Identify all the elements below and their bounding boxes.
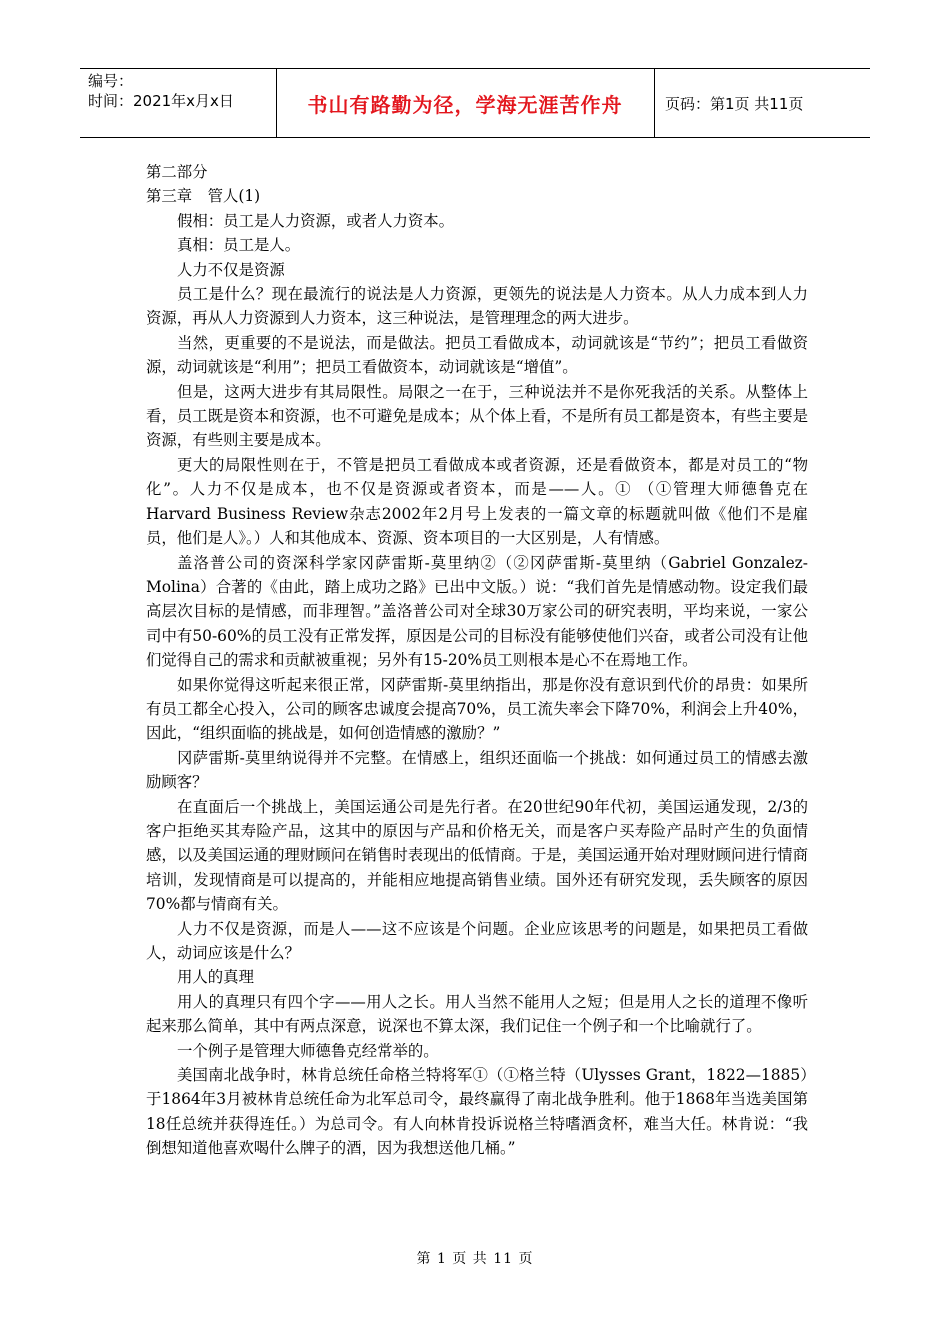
paragraph: 人力不仅是资源 bbox=[177, 260, 285, 279]
paragraph: 用人的真理 bbox=[177, 968, 254, 987]
paragraph: 当然，更重要的不是说法，而是做法。把员工看做成本，动词就该是“节约”；把员工看做资源，动词就该是“利用”；把员工看做资本，动词就该是“增值”。 bbox=[146, 333, 808, 377]
paragraph: 人力不仅是资源，而是人——这不应该是个问题。企业应该思考的问题是，如果把员工看做人，动词应该是什么？ bbox=[146, 919, 808, 962]
header-page-info: 页码：第1页 共11页 bbox=[665, 94, 804, 113]
document-date: 时间：2021年x月x日 bbox=[88, 92, 234, 110]
paragraph: 第二部分 bbox=[146, 163, 208, 181]
header-meta-cell bbox=[80, 69, 277, 137]
paragraph: 一个例子是管理大师德鲁克经常举的。 bbox=[177, 1041, 439, 1060]
paragraph: 真相：员工是人。 bbox=[177, 236, 301, 255]
paragraph: 第三章 管人(1) bbox=[146, 187, 261, 206]
paragraph: 冈萨雷斯-莫里纳说得并不完整。在情感上，组织还面临一个挑战：如何通过员工的情感去激励顾客？ bbox=[146, 748, 808, 792]
paragraph: 但是，这两大进步有其局限性。局限之一在于，三种说法并不是你死我活的关系。从整体上看，员工既是资本和资源，也不可避免是成本；从个体上看，不是所有员工都是资本，有些主要是资源，有些则主要是成本。 bbox=[146, 382, 808, 450]
paragraph: 假相：员工是人力资源，或者人力资本。 bbox=[177, 211, 455, 230]
document-number-label: 编号： bbox=[88, 72, 134, 90]
paragraph: 美国南北战争时，林肯总统任命格兰特将军①（①格兰特（Ulysses Grant，1822—1885）于1864年3月被林肯总统任命为北军总司令，最终赢得了南北战争胜利。他于1868年当选美国第18任总统并获得连任。）为总司令。有人向林肯投诉说格兰特嗜酒贪杯，难当大任。林肯说：“我倒想知道他喜欢喝什么牌子的酒，因为我想送他几桶。” bbox=[146, 1066, 808, 1158]
paragraph: 员工是什么？现在最流行的说法是人力资源，更领先的说法是人力资本。从人力成本到人力资源，再从人力资源到人力资本，这三种说法，是管理理念的两大进步。 bbox=[146, 285, 808, 328]
document-body bbox=[146, 160, 808, 1161]
header-motto: 书山有路勤为径，学海无涯苦作舟 bbox=[276, 69, 655, 137]
page-footer: 第 1 页 共 11 页 bbox=[416, 1251, 534, 1267]
paragraph: 盖洛普公司的资深科学家冈萨雷斯-莫里纳②（②冈萨雷斯-莫里纳（Gabriel Gonzalez-Molina）合著的《由此，踏上成功之路》已出中文版。）说：“我们首先是情感动物。设定我们最高层次目标的是情感，而非理智。”盖洛普公司对全球30万家公司的研究表明，平均来说，一家公司中有50-60%的员工没有正常发挥，原因是公司的目标没有能够使他们兴奋，或者公司没有让他们觉得自己的需求和贡献被重视；另外有15-20%员工则根本是心不在焉地工作。 bbox=[146, 553, 808, 670]
paragraph: 在直面后一个挑战上，美国运通公司是先行者。在20世纪90年代初，美国运通发现，2/3的客户拒绝买其寿险产品，这其中的原因与产品和价格无关，而是客户买寿险产品时产生的负面情感，以及美国运通的理财顾问在销售时表现出的低情商。于是，美国运通开始对理财顾问进行情商培训，发现情商是可以提高的，并能相应地提高销售业绩。国外还有研究发现，丢失顾客的原因70%都与情商有关。 bbox=[146, 797, 808, 914]
paragraph: 更大的局限性则在于，不管是把员工看做成本或者资源，还是看做资本，都是对员工的“物化”。人力不仅是成本，也不仅是资源或者资本，而是——人。① （①管理大师德鲁克在Harvard Business Review杂志2002年2月号上发表的一篇文章的标题就叫做《他们不是雇员，他们是人》。）人和其他成本、资源、资本项目的一大区别是，人有情感。 bbox=[146, 455, 808, 548]
page-header bbox=[80, 68, 870, 138]
paragraph: 如果你觉得这听起来很正常，冈萨雷斯-莫里纳指出，那是你没有意识到代价的昂贵：如果所有员工都全心投入，公司的顾客忠诚度会提高70%，员工流失率会下降70%，利润会上升40%，因此，“组织面临的挑战是，如何创造情感的激励？” bbox=[146, 675, 808, 743]
paragraph: 用人的真理只有四个字——用人之长。用人当然不能用人之短；但是用人之长的道理不像听起来那么简单，其中有两点深意，说深也不算太深，我们记住一个例子和一个比喻就行了。 bbox=[146, 992, 808, 1036]
